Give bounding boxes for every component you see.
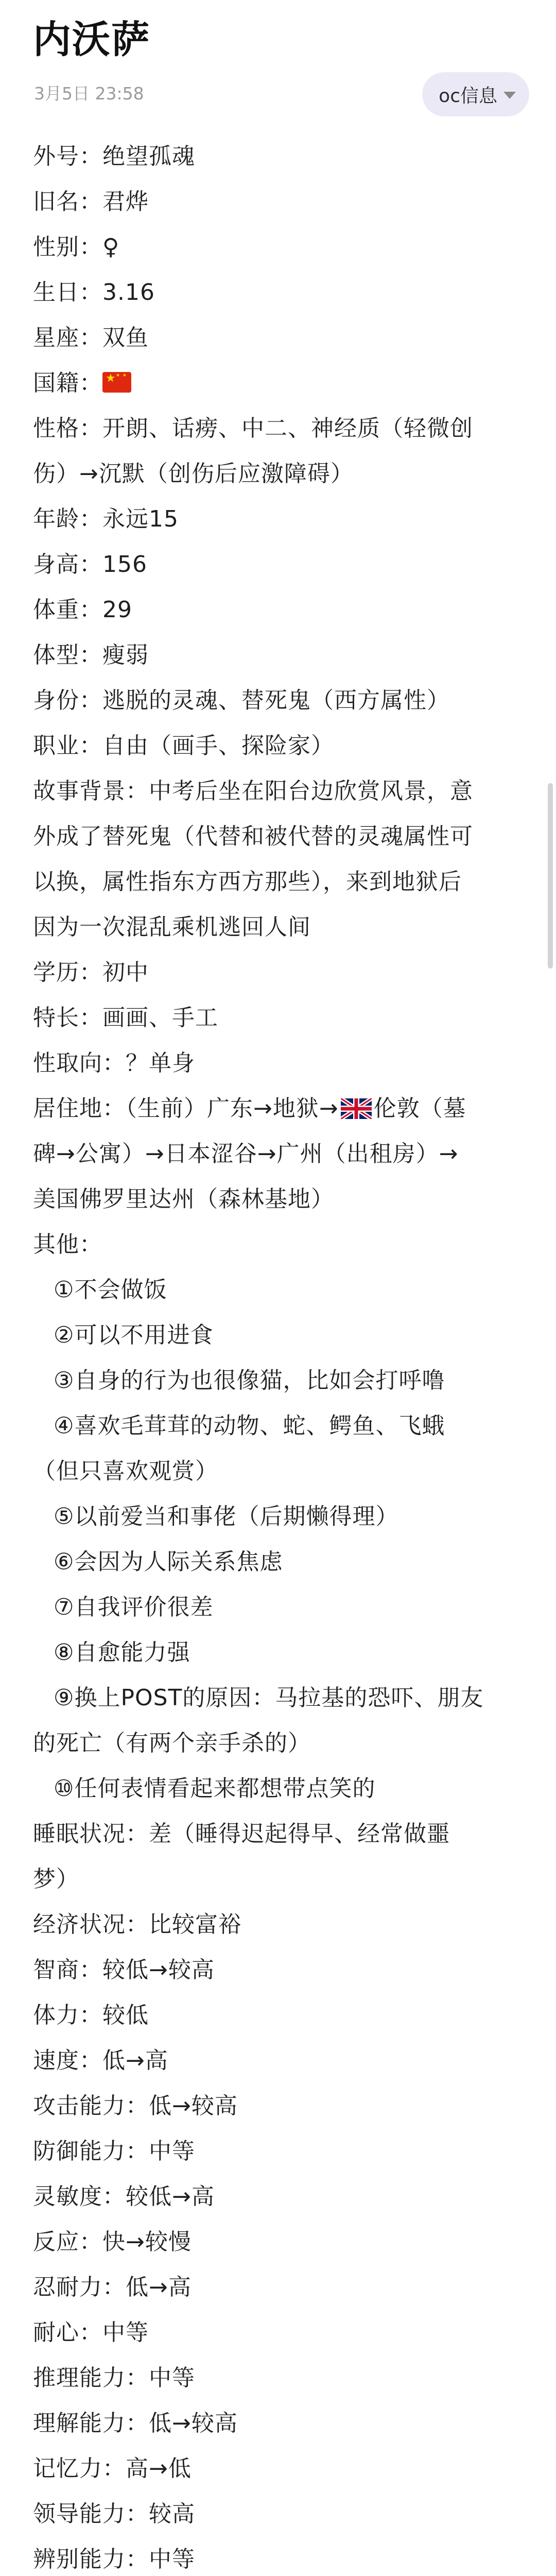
note-line-text: 耐心：中等 (33, 2319, 149, 2346)
note-line-text: 速度：低→高 (33, 2047, 168, 2074)
note-line-text: 体型：瘦弱 (33, 642, 149, 668)
note-line (33, 1585, 525, 1630)
note-line (33, 2492, 525, 2537)
note-line-text: 性取向：？单身 (33, 1050, 195, 1076)
note-line-text: 经济状况：比较富裕 (33, 1911, 241, 1938)
note-line-text: ⑦自我评价很差 (54, 1594, 214, 1620)
flag-cn-icon (102, 372, 131, 393)
note-line (33, 1131, 525, 1177)
note-line-text: 特长：画画、手工 (33, 1005, 218, 1031)
note-line (33, 2038, 525, 2083)
note-line-text: 外号：绝望孤魂 (33, 143, 195, 170)
note-line-text: 防御能力：中等 (33, 2138, 195, 2164)
note-line-text: 伤）→沉默（创伤后应激障碍） (33, 461, 354, 487)
note-line-text: 的死亡（有两个亲手杀的） (33, 1730, 311, 1756)
note-line-text: ②可以不用进食 (54, 1322, 214, 1348)
note-line-text: 忍耐力：低→高 (33, 2274, 192, 2300)
note-line (33, 633, 525, 678)
note-line (33, 315, 525, 361)
note-line (33, 1902, 525, 1947)
note-line (33, 2401, 525, 2446)
note-line-text: ⑨换上POST的原因：马拉基的恐吓、朋友 (54, 1685, 484, 1711)
note-line-text: 身高：156 (33, 551, 147, 578)
note-line (33, 1358, 525, 1403)
note-line (33, 2537, 525, 2576)
note-line-text: ⑤以前爱当和事佬（后期懒得理） (54, 1503, 399, 1530)
note-line (33, 769, 525, 814)
note-line-text: 体重：29 (33, 597, 132, 623)
note-line-text: ③自身的行为也很像猫，比如会打呼噜 (54, 1367, 445, 1394)
note-line (33, 497, 525, 542)
note-line-text: 灵敏度：较低→高 (33, 2183, 215, 2210)
scrollbar[interactable] (548, 783, 553, 969)
note-line-text: 梦） (33, 1866, 79, 1892)
note-line (33, 1086, 525, 1131)
note-line (33, 995, 525, 1041)
note-line (33, 1267, 525, 1313)
note-line (33, 1630, 525, 1675)
note-line-text: 记忆力：高→低 (33, 2455, 192, 2482)
note-line-text: 辨别能力：中等 (33, 2546, 195, 2572)
note-line-text: ④喜欢毛茸茸的动物、蛇、鳄鱼、飞蛾 (54, 1413, 445, 1439)
note-line-text: 性别：♀ (33, 234, 120, 260)
note-line-text: ⑩任何表情看起来都想带点笑的 (54, 1775, 376, 1802)
note-title: 内沃萨 (33, 18, 150, 62)
note-line-text: 职业：自由（画手、探险家） (33, 733, 334, 759)
note-line-text: 推理能力：中等 (33, 2365, 195, 2391)
note-line-text: 性格：开朗、话痨、中二、神经质（轻微创 (33, 415, 473, 442)
note-line-text: 国籍： (33, 370, 102, 396)
note-line (33, 1993, 525, 2038)
note-line-text: 年龄：永远15 (33, 506, 179, 532)
note-line (33, 1721, 525, 1766)
note-line-text: 领导能力：较高 (33, 2501, 195, 2527)
note-line (33, 179, 525, 225)
note-line (33, 406, 525, 451)
note-line-text: ⑥会因为人际关系焦虑 (54, 1549, 283, 1575)
note-line (33, 134, 525, 179)
note-line (33, 1857, 525, 1902)
note-line-text: 身份：逃脱的灵魂、替死鬼（西方属性） (33, 687, 450, 714)
note-line (33, 678, 525, 723)
note-line (33, 270, 525, 315)
note-line-text: 理解能力：低→较高 (33, 2410, 238, 2436)
note-line (33, 1947, 525, 1993)
note-line-text: 智商：较低→较高 (33, 1957, 215, 1983)
note-body[interactable] (33, 134, 525, 2576)
note-line (33, 2083, 525, 2129)
note-line-text: 碑→公寓）→日本涩谷→广州（出租房）→ (33, 1141, 459, 1167)
note-line-text: 攻击能力：低→较高 (33, 2093, 238, 2119)
note-line (33, 1222, 525, 1267)
note-line-text: 睡眠状况：差（睡得迟起得早、经常做噩 (33, 1821, 450, 1847)
note-line-text: 学历：初中 (33, 959, 149, 986)
note-line-text: 美国佛罗里达州（森林基地） (33, 1186, 334, 1212)
note-line (33, 1041, 525, 1086)
note-line-text: 因为一次混乱乘机逃回人间 (33, 914, 311, 940)
category-tag-label: oc信息 (439, 85, 497, 107)
note-line (33, 587, 525, 633)
note-line (33, 723, 525, 769)
note-line-text: 旧名：君烨 (33, 189, 149, 215)
chevron-down-icon (503, 92, 516, 99)
note-line (33, 225, 525, 270)
note-line (33, 814, 525, 859)
note-line (33, 1403, 525, 1449)
note-line (33, 1494, 525, 1539)
note-line-text: 其他： (33, 1231, 102, 1258)
note-line (33, 361, 525, 406)
note-line (33, 1177, 525, 1222)
flag-uk-icon (341, 1098, 372, 1119)
note-line (33, 542, 525, 587)
note-timestamp: 3月5日 23:58 (34, 83, 144, 104)
note-line (33, 2446, 525, 2492)
note-line (33, 2219, 525, 2265)
note-line-text: 体力：较低 (33, 2002, 149, 2028)
note-line-text: （但只喜欢观赏） (33, 1458, 218, 1484)
note-line (33, 2310, 525, 2355)
note-line (33, 905, 525, 950)
note-line (33, 1675, 525, 1721)
note-line-text: ⑧自愈能力强 (54, 1639, 190, 1666)
note-line-text: 生日：3.16 (33, 279, 155, 306)
note-line (33, 2265, 525, 2310)
note-line (33, 1811, 525, 1857)
note-line (33, 1766, 525, 1811)
note-line-text: 居住地：（生前）广东→地狱→ (33, 1095, 339, 1122)
note-line-text: 星座：双鱼 (33, 325, 149, 351)
note-line (33, 2355, 525, 2401)
note-line-text: 外成了替死鬼（代替和被代替的灵魂属性可 (33, 823, 473, 850)
note-line (33, 950, 525, 995)
note-line-text: 伦敦（墓 (373, 1095, 466, 1122)
note-line-text: 以换，属性指东方西方那些），来到地狱后 (33, 869, 462, 895)
note-line (33, 1449, 525, 1494)
note-line (33, 1539, 525, 1585)
note-line (33, 859, 525, 905)
note-line (33, 1313, 525, 1358)
note-line (33, 451, 525, 497)
note-line (33, 2129, 525, 2174)
note-line-text: 反应：快→较慢 (33, 2229, 192, 2255)
note-line-text: ①不会做饭 (54, 1277, 167, 1303)
category-tag-button[interactable] (422, 72, 529, 116)
note-line-text: 故事背景：中考后坐在阳台边欣赏风景，意 (33, 778, 473, 804)
note-line (33, 2174, 525, 2219)
